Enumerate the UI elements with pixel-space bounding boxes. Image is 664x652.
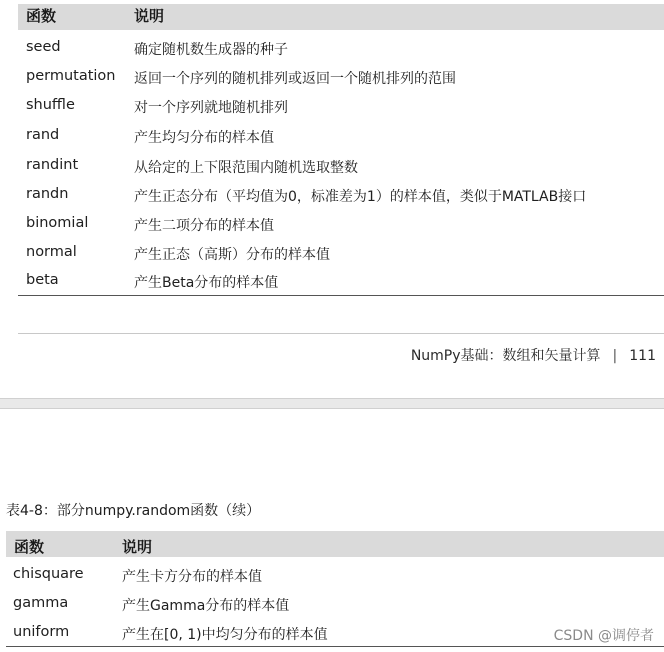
table-row [0,157,664,186]
chapter-title: NumPy基础：数组和矢量计算 [410,348,601,364]
function-name: gamma [13,595,69,611]
page-footer-rule [18,333,664,334]
function-name: normal [26,244,77,260]
table-row [0,244,664,273]
header-function: 函数 [26,7,57,25]
table-header [18,4,664,30]
function-name: shuffle [26,97,75,113]
page-number: 111 [629,348,656,364]
function-name: beta [26,272,59,288]
header-description: 说明 [134,7,165,25]
function-name: rand [26,127,60,143]
table-row [0,186,664,215]
table-row [0,97,664,126]
function-name: randint [26,157,79,173]
function-description: 产生正态（高斯）分布的样本值 [134,247,330,263]
watermark: CSDN @调停者 [553,628,654,644]
header-function: 函数 [14,538,45,556]
function-name: randn [26,186,69,202]
function-description: 产生在[0, 1)中均匀分布的样本值 [122,627,328,643]
function-description: 产生Beta分布的样本值 [134,275,279,291]
table-header [6,531,664,557]
function-description: 返回一个序列的随机排列或返回一个随机排列的范围 [134,71,456,87]
page-footer [411,345,656,365]
table-bottom-rule [18,295,664,296]
header-description: 说明 [122,538,153,556]
table-caption: 表4-8：部分numpy.random函数（续） [6,503,261,519]
function-description: 确定随机数生成器的种子 [134,42,288,58]
function-description: 对一个序列就地随机排列 [134,100,288,116]
function-description: 产生均匀分布的样本值 [134,130,274,146]
footer-separator: | [612,348,618,364]
function-name: uniform [13,624,70,640]
table-row [0,595,664,623]
function-name: seed [26,39,61,55]
function-name: binomial [26,215,89,231]
table-row [0,566,664,594]
function-description: 产生卡方分布的样本值 [122,569,262,585]
table-bottom-rule [6,646,664,647]
function-name: permutation [26,68,116,84]
table-row [0,68,664,97]
table-row [0,215,664,244]
function-description: 产生正态分布（平均值为0，标准差为1）的样本值，类似于MATLAB接口 [134,189,587,205]
function-description: 产生Gamma分布的样本值 [122,598,290,614]
page-divider [0,398,664,409]
table-row [0,39,664,68]
table-row [0,272,664,301]
function-description: 从给定的上下限范围内随机选取整数 [134,160,358,176]
function-description: 产生二项分布的样本值 [134,218,274,234]
table-row [0,127,664,156]
function-name: chisquare [13,566,84,582]
